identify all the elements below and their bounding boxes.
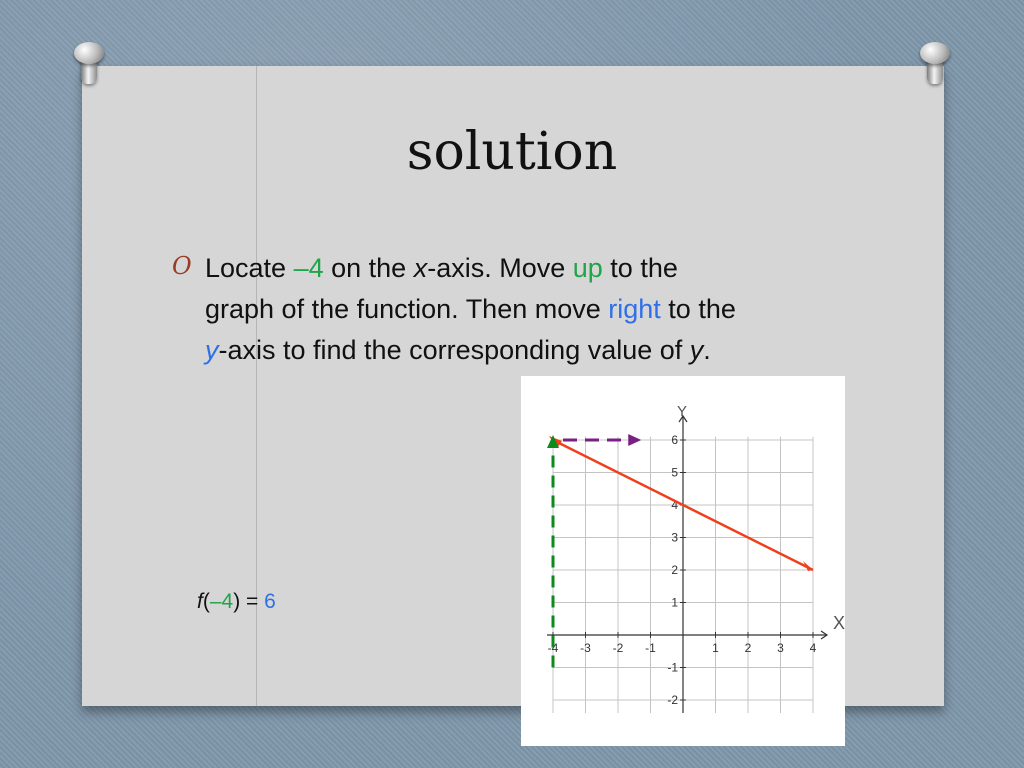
bullet-text: Locate –4 on the x-axis. Move up to the graph of the function. Then move right to the y-axis to find the corresponding value of y.	[205, 253, 736, 365]
bullet-marker: O	[172, 252, 192, 280]
pin-left-icon	[72, 42, 106, 88]
x-tick-label: 3	[777, 641, 784, 655]
function-result: f(–4) = 6	[197, 590, 276, 613]
pin-right-icon	[918, 42, 952, 88]
y-tick-label: -1	[667, 660, 678, 675]
y-tick-label: 4	[671, 498, 678, 512]
coordinate-graph	[521, 376, 845, 746]
y-tick-label: 6	[671, 433, 678, 447]
y-axis-label: Y	[677, 403, 688, 420]
x-tick-label: -2	[612, 641, 624, 655]
x-tick-label: -3	[580, 641, 591, 655]
graph-svg	[521, 376, 845, 746]
y-tick-label: 1	[671, 595, 678, 610]
y-tick-label: 5	[671, 465, 678, 480]
x-tick-label: -1	[645, 641, 656, 655]
x-tick-label: 1	[712, 641, 719, 655]
dashed-arrow-right-head	[628, 434, 641, 446]
x-tick-label: 4	[809, 641, 817, 655]
x-tick-label: 2	[744, 641, 752, 655]
y-tick-label: 2	[671, 563, 678, 577]
x-tick-label: -4	[547, 641, 559, 655]
y-tick-label: -2	[667, 693, 678, 707]
y-tick-label: 3	[671, 530, 678, 545]
x-axis-label: X	[833, 613, 845, 633]
slide-title: solution	[406, 122, 618, 182]
